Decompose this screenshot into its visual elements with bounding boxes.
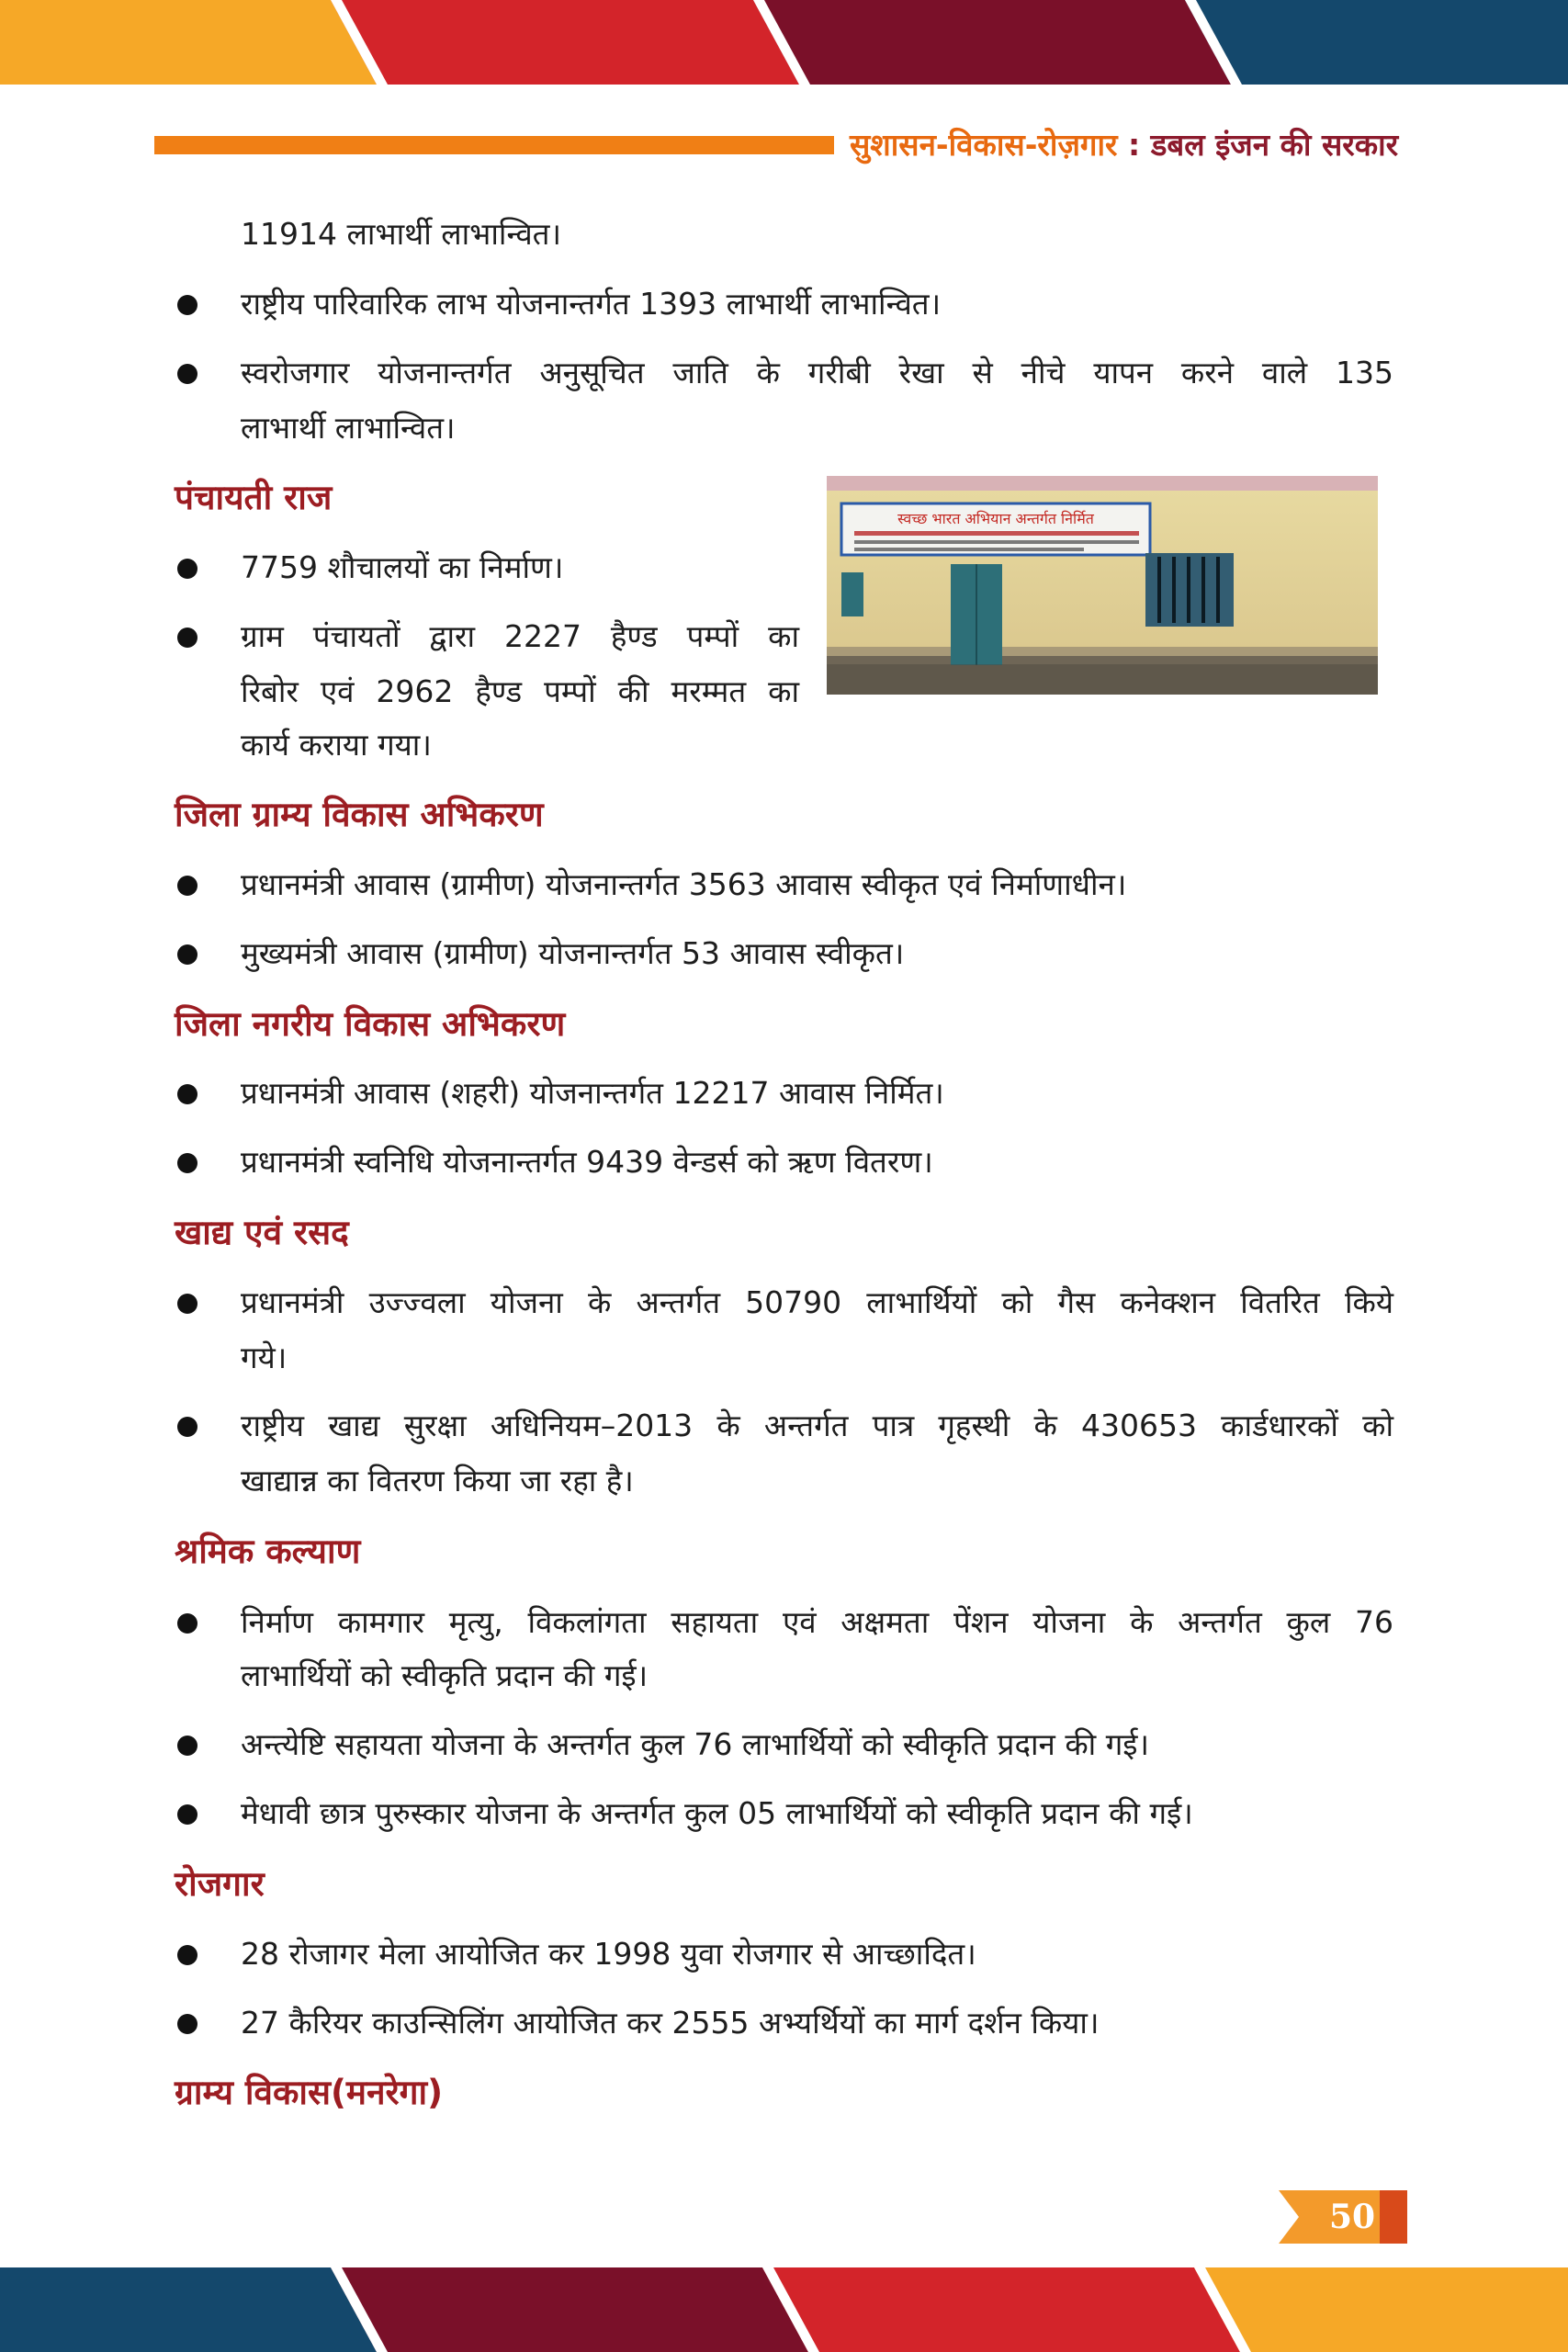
band-maroon [331, 2267, 808, 2352]
header-title-part1: सुशासन-विकास-रोज़गार [850, 127, 1118, 163]
bullet-icon [177, 1294, 197, 1314]
list-item: 27 कैरियर काउन्सिलिंग आयोजित कर 2555 अभ्यर्थियों का मार्ग दर्शन किया। [241, 2005, 1100, 2041]
carry-over-line: 11914 लाभार्थी लाभान्वित। [241, 216, 562, 252]
section-heading: पंचायती राज [175, 478, 333, 517]
list-item: प्रधानमंत्री स्वनिधि योजनान्तर्गत 9439 वेन्डर्स को ऋण वितरण। [241, 1144, 933, 1180]
list-item-continuation: रिबोर एवं 2962 हैण्ड पम्पों की मरम्मत का [241, 673, 799, 709]
list-item: प्रधानमंत्री आवास (ग्रामीण) योजनान्तर्गत 3563 आवास स्वीकृत एवं निर्माणाधीन। [241, 866, 1127, 902]
list-item: निर्माण कामगार मृत्यु, विकलांगता सहायता एवं अक्षमता पेंशन योजना के अन्तर्गत कुल 76 [241, 1604, 1393, 1640]
list-item: 7759 शौचालयों का निर्माण। [241, 549, 564, 585]
band-yellow [1194, 2267, 1568, 2352]
bullet-icon [177, 1084, 197, 1104]
band-navy [0, 2267, 377, 2352]
list-item-continuation: लाभार्थी लाभान्वित। [241, 410, 456, 446]
list-item-continuation: लाभार्थियों को स्वीकृति प्रदान की गई। [241, 1657, 649, 1693]
bullet-icon [177, 1804, 197, 1825]
list-item: अन्त्येष्टि सहायता योजना के अन्तर्गत कुल 76 लाभार्थियों को स्वीकृति प्रदान की गई। [241, 1726, 1150, 1762]
list-item-continuation: खाद्यान्न का वितरण किया जा रहा है। [241, 1463, 634, 1498]
bullet-icon [177, 1153, 197, 1173]
list-item: राष्ट्रीय पारिवारिक लाभ योजनान्तर्गत 1393 लाभार्थी लाभान्वित। [241, 286, 942, 322]
page-number: 50 [1328, 2198, 1376, 2236]
section-heading: खाद्य एवं रसद [175, 1213, 349, 1252]
list-item: मुख्यमंत्री आवास (ग्रामीण) योजनान्तर्गत 53 आवास स्वीकृत। [241, 935, 905, 971]
bullet-icon [177, 1945, 197, 1965]
window-left [841, 572, 863, 616]
list-item: 28 रोजागर मेला आयोजित कर 1998 युवा रोजगार से आच्छादित। [241, 1936, 976, 1972]
bottom-color-band [0, 2267, 1568, 2352]
bullet-icon [177, 1417, 197, 1437]
list-item-continuation: कार्य कराया गया। [241, 727, 432, 763]
list-item-continuation: गये। [241, 1340, 288, 1375]
list-item: प्रधानमंत्री आवास (शहरी) योजनान्तर्गत 12217 आवास निर्मित। [241, 1075, 944, 1111]
page-number-badge [1279, 2190, 1407, 2244]
sign-title: स्वच्छ भारत अभियान अन्तर्गत निर्मित [897, 510, 1094, 527]
bullet-icon [177, 364, 197, 384]
list-item: राष्ट्रीय खाद्य सुरक्षा अधिनियम–2013 के अन्तर्गत पात्र गृहस्थी के 430653 कार्डधारकों को [241, 1408, 1393, 1443]
bullet-icon [177, 559, 197, 579]
bullet-icon [177, 1736, 197, 1756]
list-item: ग्राम पंचायतों द्वारा 2227 हैण्ड पम्पों का [241, 618, 799, 654]
list-item: स्वरोजगार योजनान्तर्गत अनुसूचित जाति के गरीबी रेखा से नीचे यापन करने वाले 135 [241, 355, 1393, 390]
list-item: मेधावी छात्र पुरुस्कार योजना के अन्तर्गत कुल 05 लाभार्थियों को स्वीकृति प्रदान की गई। [241, 1795, 1193, 1831]
header-title-part2: : डबल इंजन की सरकार [1117, 127, 1399, 163]
band-red [762, 2267, 1240, 2352]
section-heading: रोजगार [175, 1864, 265, 1904]
bullet-icon [177, 628, 197, 648]
section-heading: ग्राम्य विकास(मनरेगा) [175, 2073, 444, 2112]
bullet-icon [177, 944, 197, 965]
section-heading: जिला ग्राम्य विकास अभिकरण [175, 795, 544, 834]
bullet-icon [177, 876, 197, 896]
bullet-icon [177, 1613, 197, 1634]
list-item: प्रधानमंत्री उज्ज्वला योजना के अन्तर्गत 50790 लाभार्थियों को गैस कनेक्शन वितरित किये [241, 1284, 1393, 1320]
section-heading: श्रमिक कल्याण [175, 1532, 361, 1571]
section-heading: जिला नगरीय विकास अभिकरण [175, 1004, 566, 1044]
building-photo [827, 476, 1378, 695]
bullet-icon [177, 295, 197, 315]
bullet-icon [177, 2014, 197, 2034]
